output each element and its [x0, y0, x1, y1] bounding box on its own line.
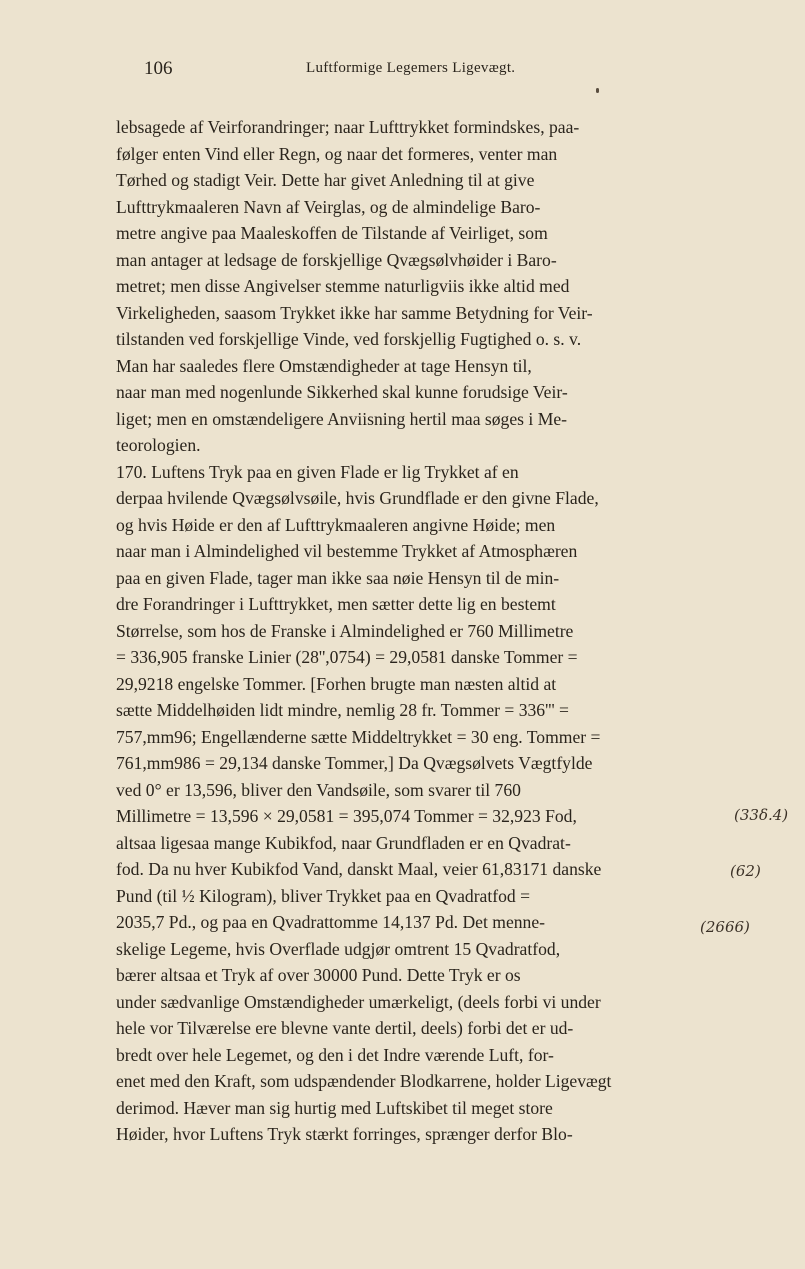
text-line: enet med den Kraft, som udspændender Blodkarrene, holder Ligevægt	[116, 1071, 612, 1091]
page-header	[116, 58, 736, 86]
text-line: bærer altsaa et Tryk af over 30000 Pund. Dette Tryk er os	[116, 965, 521, 985]
text-line: Pund (til ½ Kilogram), bliver Trykket paa en Qvadratfod =	[116, 885, 531, 906]
text-line: fod. Da nu hver Kubikfod Vand, danskt Maal, veier 61,83171 danske	[116, 859, 602, 879]
text-line: tilstanden ved forskjellige Vinde, ved forskjellig Fugtighed o. s. v.	[116, 329, 582, 349]
text-line: Millimetre = 13,596 × 29,0581 = 395,074 Tommer = 32,923 Fod,	[116, 806, 577, 826]
page-number: 106	[144, 58, 173, 79]
text-line: 2035,7 Pd., og paa en Qvadrattomme 14,137 Pd. Det menne-	[116, 912, 546, 932]
marginal-note: (62)	[730, 862, 761, 880]
text-line: Man har saaledes flere Omstændigheder at tage Hensyn til,	[116, 355, 532, 376]
text-line: skelige Legeme, hvis Overflade udgjør omtrent 15 Qvadratfod,	[116, 938, 561, 959]
text-line: ved 0° er 13,596, bliver den Vandsøile, som svarer til 760	[116, 779, 521, 800]
text-line: bredt over hele Legemet, og den i det Indre værende Luft, for-	[116, 1044, 554, 1065]
text-line: man antager at ledsage de forskjellige Qvægsølvhøider i Baro-	[116, 249, 557, 270]
text-line: derpaa hvilende Qvægsølvsøile, hvis Grundflade er den givne Flade,	[116, 488, 599, 508]
text-line: under sædvanlige Omstændigheder umærkeligt, (deels forbi vi under	[116, 991, 601, 1012]
text-line: paa en given Flade, tager man ikke saa nøie Hensyn til de min-	[116, 567, 560, 588]
text-line: naar man i Almindelighed vil bestemme Trykket af Atmosphæren	[116, 541, 578, 561]
text-line: lebsagede af Veirforandringer; naar Lufttrykket formindskes, paa-	[116, 117, 580, 137]
marginal-note: (2666)	[700, 918, 750, 936]
body-text	[116, 114, 736, 1148]
text-line: 757,mm96; Engellænderne sætte Middeltrykket = 30 eng. Tommer =	[116, 726, 601, 747]
text-line: følger enten Vind eller Regn, og naar det formeres, venter man	[116, 143, 558, 164]
text-line: = 336,905 franske Linier (28'',0754) = 29,0581 danske Tommer =	[116, 647, 578, 667]
running-head: Luftformige Legemers Ligevægt.	[306, 60, 516, 76]
ink-speck	[596, 88, 599, 93]
text-line: metret; men disse Angivelser stemme naturligviis ikke altid med	[116, 276, 570, 296]
text-line: teorologien.	[116, 435, 201, 455]
text-line: liget; men en omstændeligere Anviisning hertil maa søges i Me-	[116, 408, 568, 429]
text-line: derimod. Hæver man sig hurtig med Luftskibet til meget store	[116, 1097, 553, 1118]
text-line: metre angive paa Maaleskoffen de Tilstande af Veirliget, som	[116, 223, 548, 243]
text-line: Tørhed og stadigt Veir. Dette har givet Anledning til at give	[116, 170, 535, 190]
text-line: 29,9218 engelske Tommer. [Forhen brugte man næsten altid at	[116, 673, 557, 694]
marginal-note: (33δ.4)	[734, 806, 789, 824]
text-line: hele vor Tilværelse ere blevne vante dertil, deels) forbi det er ud-	[116, 1018, 574, 1038]
text-line: Lufttrykmaaleren Navn af Veirglas, og de almindelige Baro-	[116, 196, 541, 217]
text-line: sætte Middelhøiden lidt mindre, nemlig 28 fr. Tommer = 336''' =	[116, 700, 569, 720]
text-line: Høider, hvor Luftens Tryk stærkt forringes, sprænger derfor Blo-	[116, 1124, 573, 1144]
text-line: 761,mm986 = 29,134 danske Tommer,] Da Qvægsølvets Vægtfylde	[116, 753, 593, 773]
text-line: 170. Luftens Tryk paa en given Flade er lig Trykket af en	[116, 461, 519, 482]
text-line: og hvis Høide er den af Lufttrykmaaleren angivne Høide; men	[116, 514, 556, 535]
text-line: naar man med nogenlunde Sikkerhed skal kunne forudsige Veir-	[116, 382, 568, 402]
text-line: altsaa ligesaa mange Kubikfod, naar Grundfladen er en Qvadrat-	[116, 832, 571, 853]
text-line: dre Forandringer i Lufttrykket, men sætter dette lig en bestemt	[116, 594, 556, 614]
text-line: Virkeligheden, saasom Trykket ikke har samme Betydning for Veir-	[116, 302, 593, 323]
text-line: Størrelse, som hos de Franske i Almindelighed er 760 Millimetre	[116, 620, 574, 641]
